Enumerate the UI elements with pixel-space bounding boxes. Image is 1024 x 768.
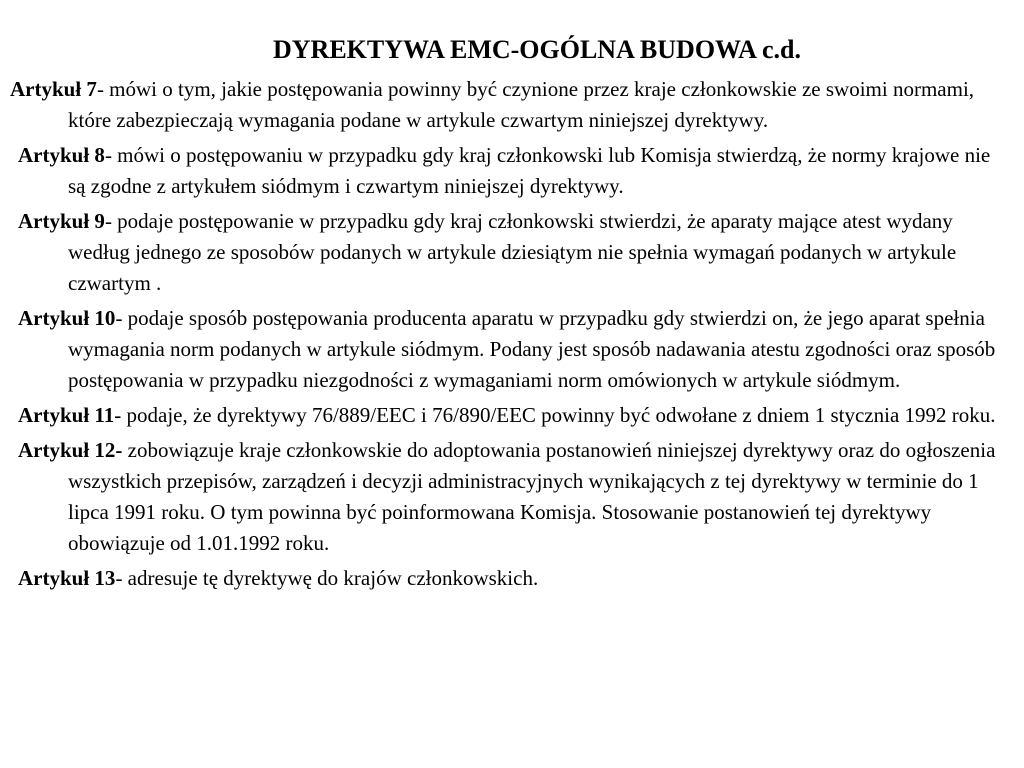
- article-text: zobowiązuje kraje członkowskie do adoptowania postanowień niniejszej dyrektywy oraz do ogłoszenia wszystkich przepisów, zarządzeń i decyzji administracyjnych wynikających z tej dyrektywy w terminie do 1 lipca 1991 roku. O tym powinna być poinformowana Komisja. Stosowanie postanowień tej dyrektywy obowiązuje od 1.01.1992 roku.: [68, 438, 996, 555]
- article-text: - podaje sposób postępowania producenta aparatu w przypadku gdy stwierdzi on, że jego aparat spełnia wymagania norm podanych w artykule siódmym. Podany jest sposób nadawania atestu zgodności oraz sposób postępowania w przypadku niezgodności z wymaganiami norm omówionych w artykule siódmym.: [68, 306, 996, 392]
- article-11: [0, 400, 1010, 431]
- article-7: [0, 74, 1010, 136]
- article-name: Artykuł 7: [10, 77, 97, 101]
- page-title: DYREKTYWA EMC-OGÓLNA BUDOWA c.d.: [273, 35, 801, 64]
- article-12: [0, 435, 1010, 559]
- article-name: Artykuł 13: [18, 566, 116, 590]
- article-text: - podaje, że dyrektywy 76/889/EEC i 76/890/EEC powinny być odwołane z dniem 1 stycznia 1992 roku.: [114, 403, 996, 427]
- article-name: Artykuł 8: [18, 143, 105, 167]
- article-text: - mówi o tym, jakie postępowania powinny być czynione przez kraje członkowskie ze swoimi normami, które zabezpieczają wymagania podane w artykule czwartym niniejszej dyrektywy.: [68, 77, 975, 132]
- article-9: [0, 206, 1010, 299]
- article-name: Artykuł 10: [18, 306, 116, 330]
- article-8: [0, 140, 1010, 202]
- article-list: [0, 74, 1010, 598]
- article-text: - mówi o postępowaniu w przypadku gdy kraj członkowski lub Komisja stwierdzą, że normy krajowe nie są zgodne z artykułem siódmym i czwartym niniejszej dyrektywy.: [68, 143, 991, 198]
- article-text: - podaje postępowanie w przypadku gdy kraj członkowski stwierdzi, że aparaty mające atest wydany według jednego ze sposobów podanych w artykule dziesiątym nie spełnia wymagań podanych w artykule czwartym .: [68, 209, 957, 295]
- article-name: Artykuł 11: [18, 403, 115, 427]
- article-13: [0, 563, 1010, 594]
- article-name: Artykuł 12-: [18, 438, 123, 462]
- article-10: [0, 303, 1010, 396]
- article-name: Artykuł 9: [18, 209, 105, 233]
- article-text: - adresuje tę dyrektywę do krajów członkowskich.: [115, 566, 539, 590]
